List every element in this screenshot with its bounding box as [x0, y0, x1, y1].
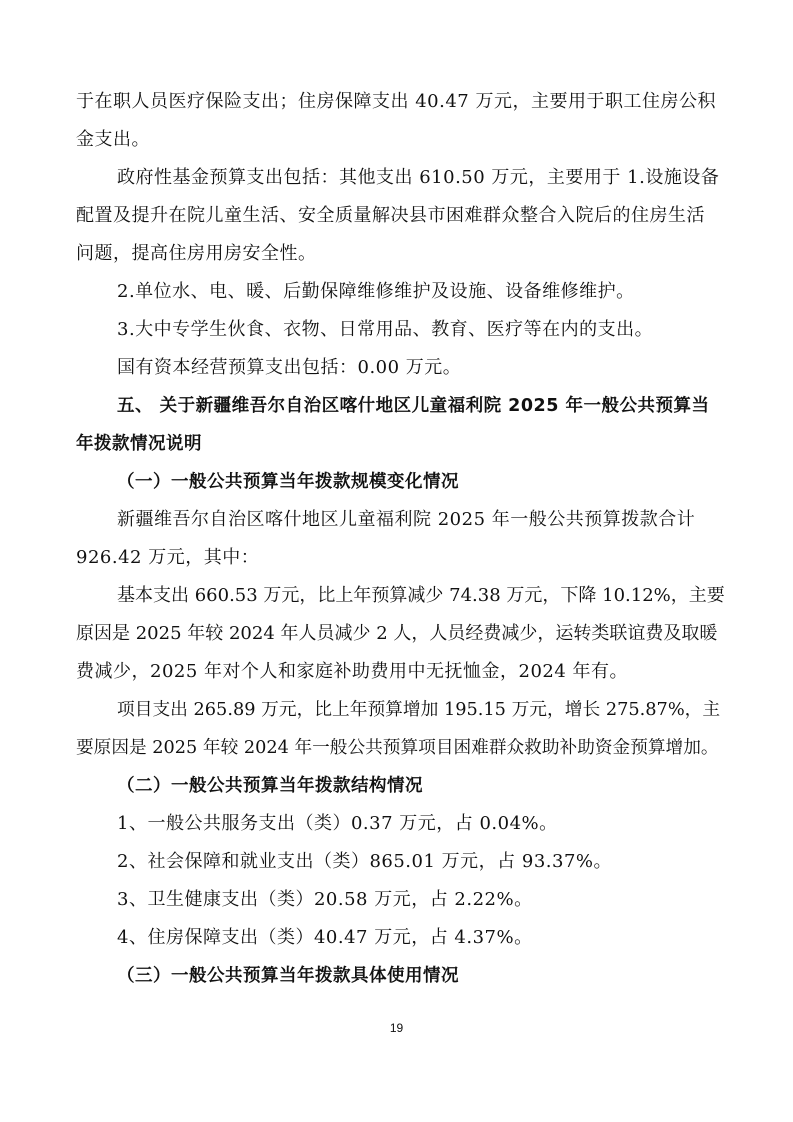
- body-text-line: 问题，提高住房用房安全性。: [76, 243, 317, 264]
- body-text-line: 于在职人员医疗保险支出；住房保障支出 40.47 万元，主要用于职工住房公积: [76, 91, 716, 112]
- subsection-heading: （一）一般公共预算当年拨款规模变化情况: [117, 472, 459, 492]
- body-text-line: 原因是 2025 年较 2024 年人员减少 2 人，人员经费减少，运转类联谊费及取暖: [76, 623, 718, 644]
- body-text-line: 基本支出 660.53 万元，比上年预算减少 74.38 万元，下降 10.12%，主要: [117, 585, 725, 606]
- list-item: 4、住房保障支出（类）40.47 万元，占 4.37%。: [117, 927, 533, 948]
- list-item: 2.单位水、电、暖、后勤保障维修维护及设施、设备维修维护。: [117, 281, 635, 302]
- subsection-heading: （二）一般公共预算当年拨款结构情况: [117, 776, 423, 796]
- body-text-line: 政府性基金预算支出包括：其他支出 610.50 万元，主要用于 1.设施设备: [117, 167, 720, 188]
- body-text-line: 要原因是 2025 年较 2024 年一般公共预算项目困难群众救助补助资金预算增加。: [76, 738, 719, 758]
- body-text-line: 新疆维吾尔自治区喀什地区儿童福利院 2025 年一般公共预算拨款合计: [117, 509, 696, 530]
- list-item: 3.大中专学生伙食、衣物、日常用品、教育、医疗等在内的支出。: [117, 319, 654, 340]
- page-number: 19: [389, 1021, 404, 1035]
- list-item: 3、卫生健康支出（类）20.58 万元，占 2.22%。: [117, 889, 533, 910]
- body-text-line: 金支出。: [76, 129, 150, 150]
- body-text-line: 配置及提升在院儿童生活、安全质量解决县市困难群众整合入院后的住房生活: [76, 205, 705, 226]
- section-heading: 年拨款情况说明: [76, 434, 202, 454]
- subsection-heading: （三）一般公共预算当年拨款具体使用情况: [117, 966, 459, 986]
- body-text-line: 国有资本经营预算支出包括：0.00 万元。: [117, 357, 462, 378]
- body-text-line: 926.42 万元，其中：: [76, 547, 260, 568]
- body-text-line: 费减少，2025 年对个人和家庭补助费用中无抚恤金，2024 年有。: [76, 661, 629, 682]
- section-heading: 五、 关于新疆维吾尔自治区喀什地区儿童福利院 2025 年一般公共预算当: [117, 396, 710, 416]
- body-text-line: 项目支出 265.89 万元，比上年预算增加 195.15 万元，增长 275.87%，主: [117, 700, 721, 720]
- list-item: 1、一般公共服务支出（类）0.37 万元，占 0.04%。: [117, 813, 558, 834]
- list-item: 2、社会保障和就业支出（类）865.01 万元，占 93.37%。: [117, 851, 613, 872]
